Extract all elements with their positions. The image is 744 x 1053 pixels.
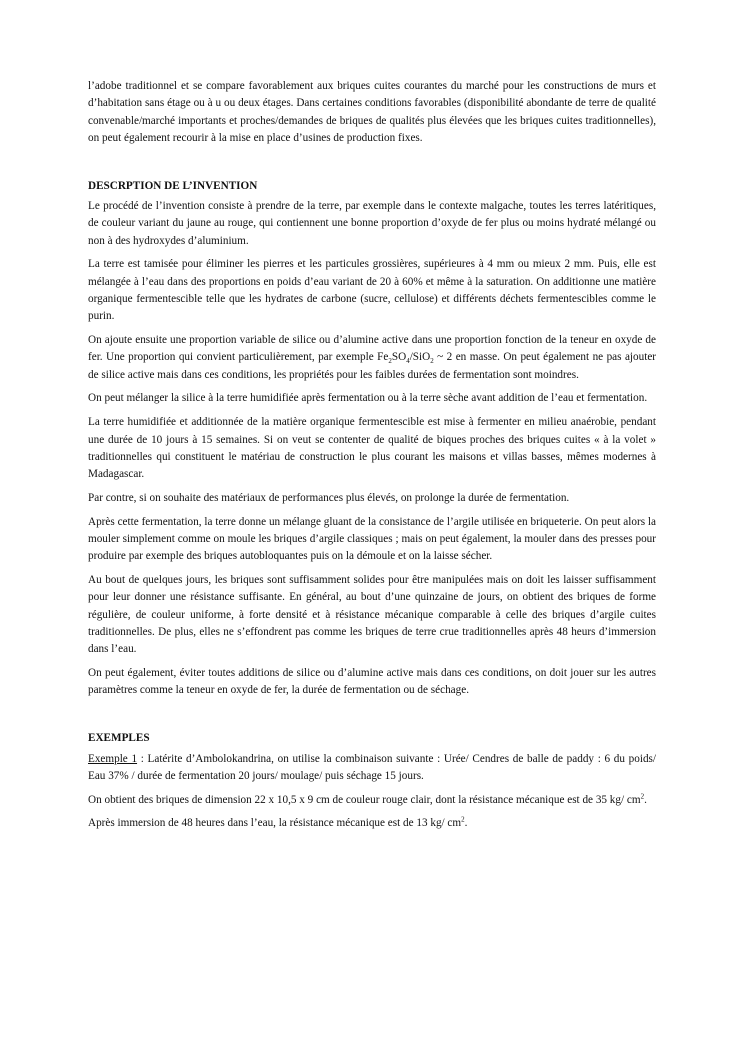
description-heading: DESCRPTION DE L’INVENTION: [88, 179, 258, 192]
result2-superscript: 2: [461, 815, 465, 824]
p3-subscript-3: 2: [430, 357, 434, 366]
result2-text-b: .: [464, 817, 468, 830]
p3-text-a: On ajoute ensuite une proportion variable de silice ou d’alumine active dans une proportion fonction de la teneur en oxyde de fer. Une proportion qui convient particulièrement, par exemple Fe: [88, 334, 656, 364]
description-paragraph-1: Le procédé de l’invention consiste à prendre de la terre, par exemple dans le contexte malgache, toutes les terres latéritiques, de couleur variant du jaune au rouge, qui contiennent une bonne proportion d’oxyde de fer plus ou moins hydraté mélangé ou non à des hydroxydes d’aluminium.: [88, 199, 656, 247]
result1-text-a: On obtient des briques de dimension 22 x 10,5 x 9 cm de couleur rouge clair, dont la résistance mécanique est de 35 kg/ cm: [88, 793, 641, 806]
examples-heading: EXEMPLES: [88, 732, 150, 745]
p3-text-b: SO: [391, 351, 407, 364]
p3-subscript-1: 2: [388, 357, 392, 366]
intro-paragraph: l’adobe traditionnel et se compare favorablement aux briques cuites courantes du marché pour les constructions de murs et d’habitation sans étage ou à u ou deux étages. Dans certaines conditions favorables (disponibilité abondante de terre de qualité convenable/marché importants et proches/demandes de briques de qualités plus élevées que les briques cuites traditionnelles), on peut également recourir à la mise en place d’usines de production fixes.: [88, 80, 656, 144]
description-paragraph-7: Après cette fermentation, la terre donne un mélange gluant de la consistance de l’argile utilisée en briqueterie. On peut alors la mouler simplement comme on moule les briques d’argile classiques ; mais on peut également, la mouler dans des presses pour produire par exemple des briques autobloquantes puis on la démoule et on la laisse sécher.: [88, 515, 656, 563]
p3-text-d: ~ 2 en masse. On peut également ne pas ajouter de silice active mais dans ces conditions, les propriétés pour les faibles durées de fermentation sont moindres.: [88, 351, 657, 381]
example-1-immersion-paragraph: [88, 815, 656, 832]
example-1-text: : Latérite d’Ambolokandrina, on utilise la combinaison suivante : Urée/ Cendres de balle de paddy : 6 du poids/ Eau 37% / durée de fermentation 20 jours/ moulage/ puis séchage 15 jours.: [88, 752, 656, 782]
description-paragraph-4: On peut mélanger la silice à la terre humidifiée après fermentation ou à la terre sèche avant addition de l’eau et fermentation.: [88, 392, 648, 405]
section-gap: [88, 154, 656, 178]
p3-subscript-2: 4: [406, 357, 410, 366]
section-gap: [88, 706, 656, 730]
description-paragraph-5: La terre humidifiée et additionnée de la matière organique fermentescible est mise à fermenter en milieu anaérobie, pendant une durée de 10 jours à 15 semaines. Si on veut se contenter de qualité de biques proches des briques cuites « à la volet » traditionnelles qui constituent le matériau de construction le plus courant les maisons et villas basses, mêmes modernes à Madagascar.: [88, 416, 656, 481]
example-1-paragraph: [88, 751, 656, 786]
result1-superscript: 2: [640, 791, 645, 800]
description-paragraph-9: On peut également, éviter toutes additions de silice ou d’alumine active mais dans ces conditions, on doit jouer sur les autres paramètres comme la teneur en oxyde de fer, la durée de fermentation ou de séchage.: [88, 667, 656, 697]
document-page: [88, 78, 656, 839]
description-paragraph-6: Par contre, si on souhaite des matériaux de performances plus élevés, on prolonge la durée de fermentation.: [88, 491, 570, 504]
description-paragraph-2: La terre est tamisée pour éliminer les pierres et les particules grossières, supérieures à 4 mm ou mieux 2 mm. Puis, elle est mélangée à l’eau dans des proportions en poids d’eau variant de 20 à 60% et même à la saturation. On additionne une matière organique fermentescible telle que les hydrates de carbone (sucre, cellulose) et différents déchets fermentescibles comme le purin.: [88, 258, 656, 323]
example-1-result-paragraph: [88, 792, 656, 809]
description-paragraph-8: Au bout de quelques jours, les briques sont suffisamment solides pour être manipulées mais on doit les laisser suffisamment pour leur donner une résistance suffisante. En général, au bout d’une quinzaine de jours, on obtient des briques de forme régulière, de couleur uniforme, à forte densité et à résistance mécanique comparable à celle des briques d’argile cuites traditionnelles. De plus, elles ne s’effondrent pas comme les briques de terre crue traditionnelles après 48 heurs d’immersion dans l’eau.: [88, 574, 656, 656]
description-paragraph-3: [88, 332, 656, 384]
result2-text-a: Après immersion de 48 heures dans l’eau, la résistance mécanique est de 13 kg/ cm: [88, 817, 462, 830]
example-1-label: Exemple 1: [88, 752, 138, 765]
result1-text-b: .: [644, 793, 647, 806]
p3-text-c: /SiO: [409, 351, 431, 364]
